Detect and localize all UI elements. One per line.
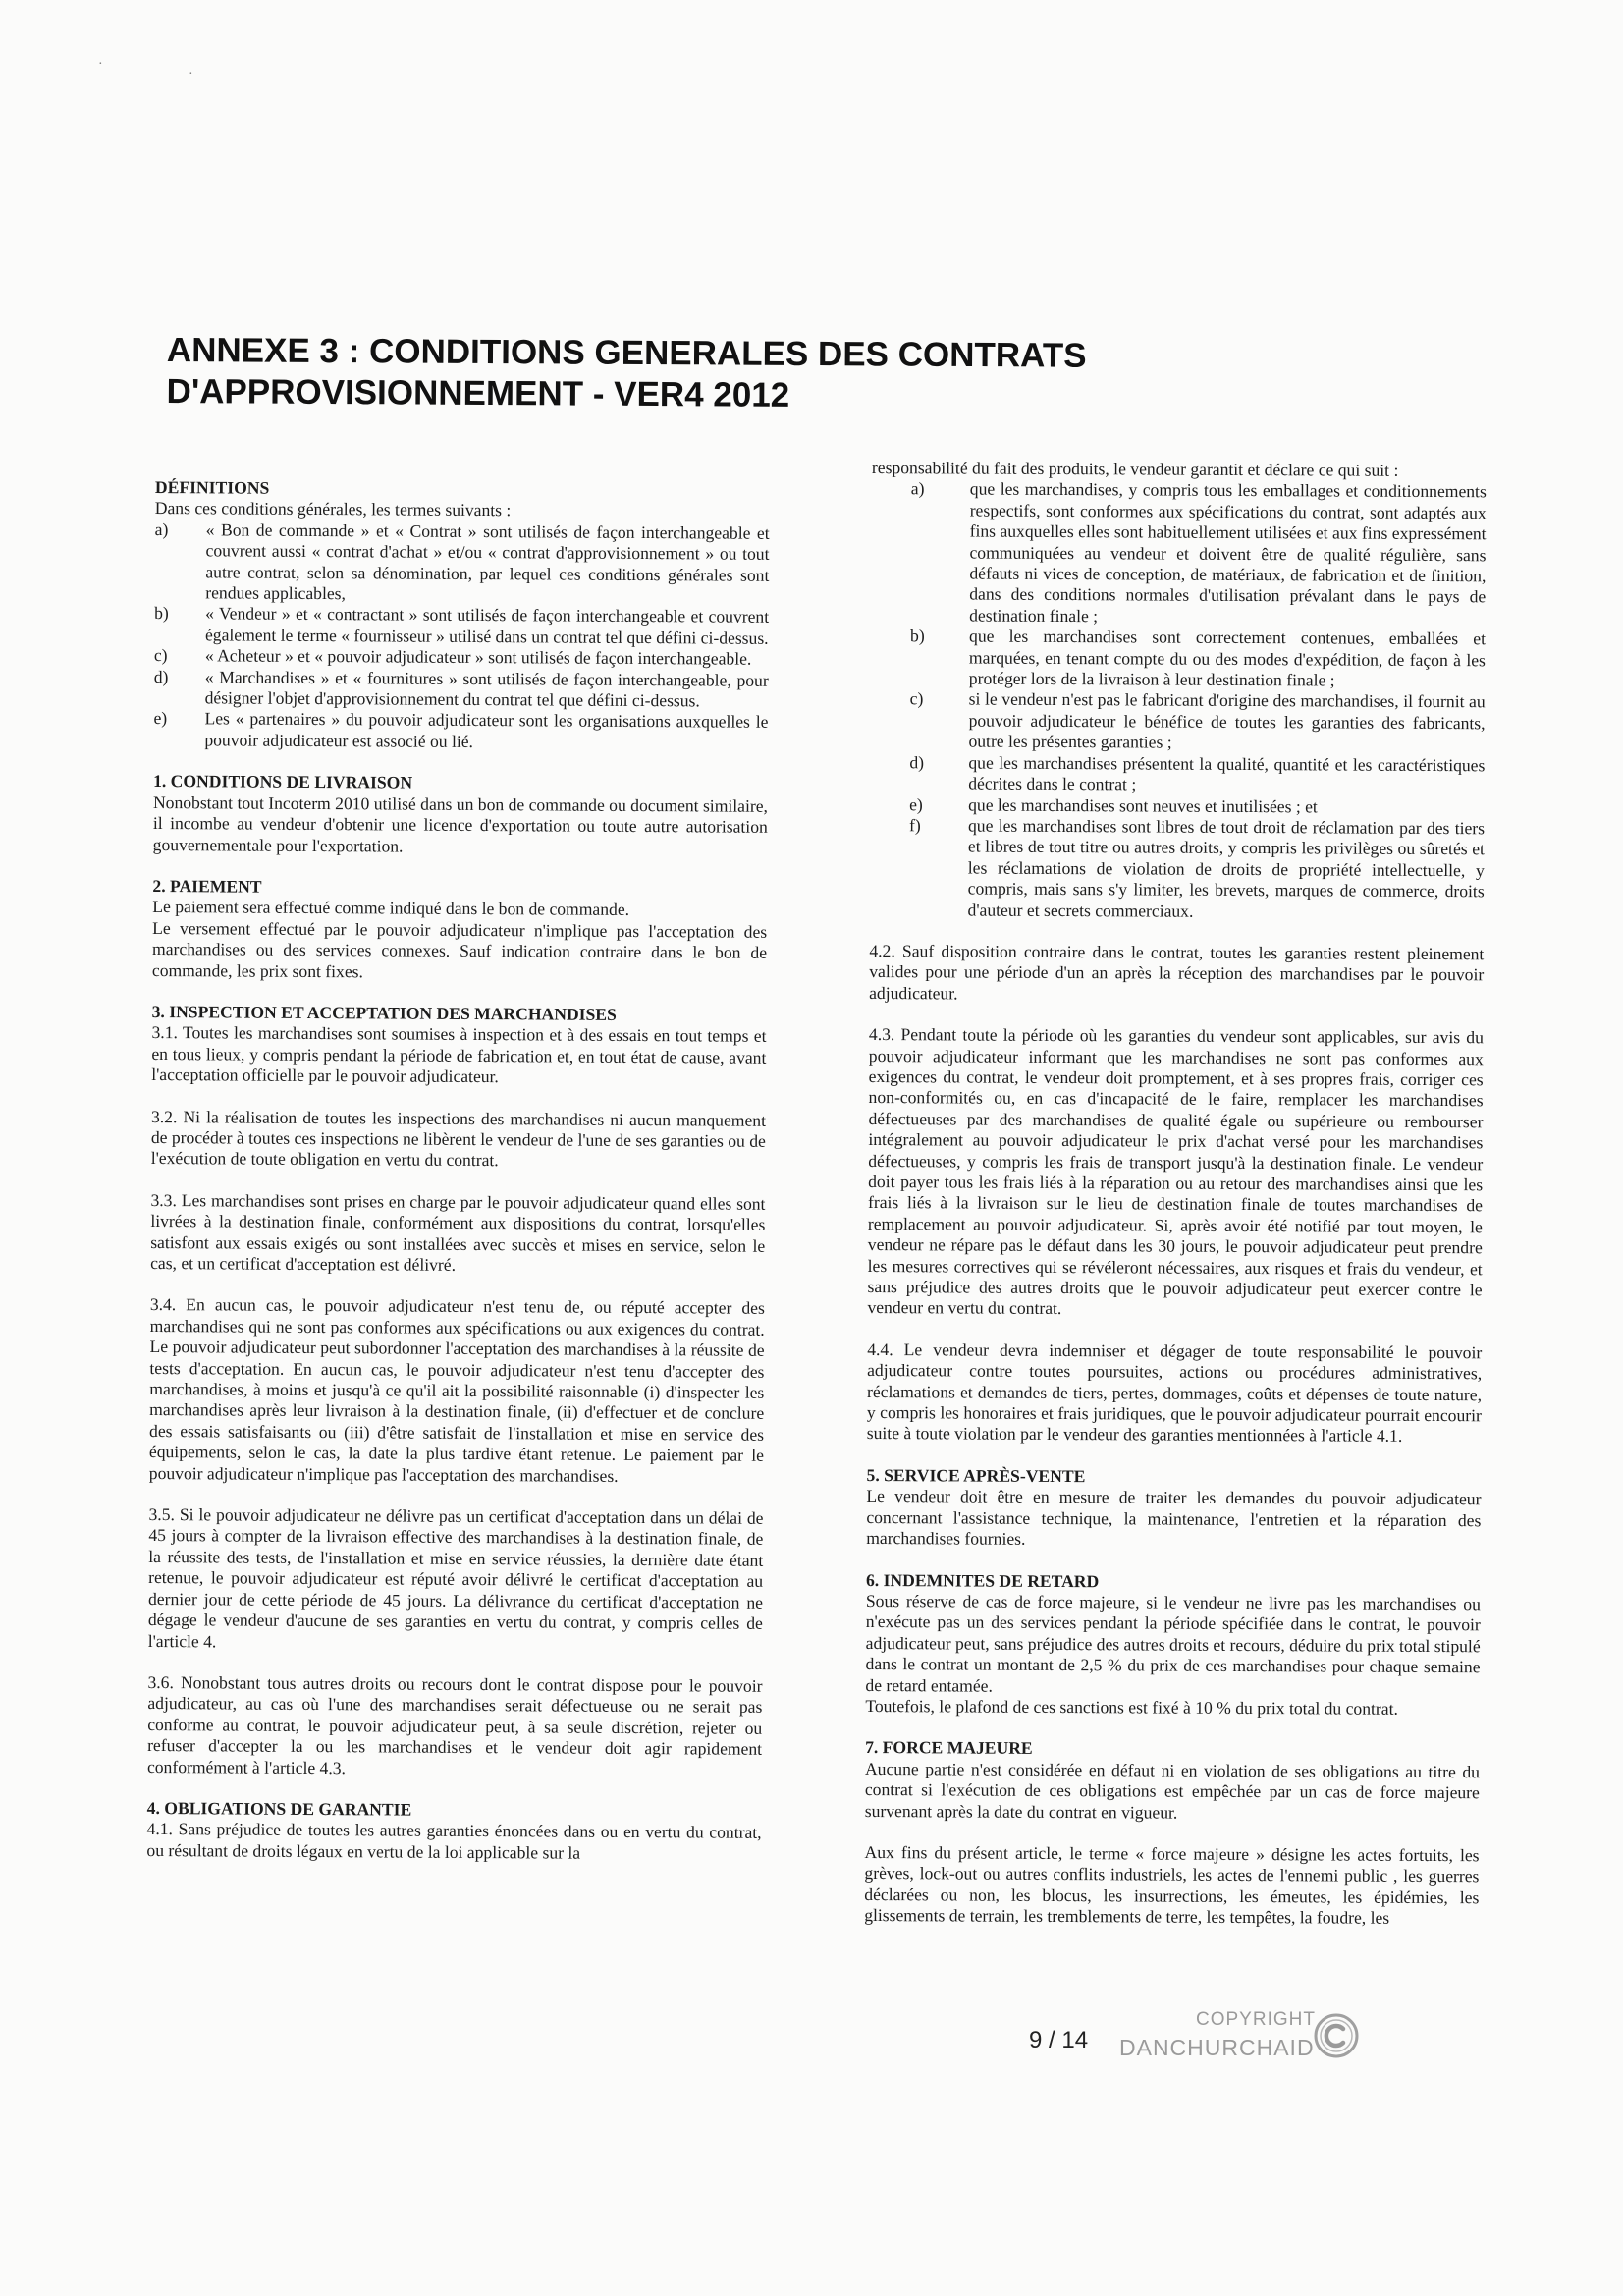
clause-4-4: 4.4. Le vendeur devra indemniser et dégager de toute responsabilité le pouvoir adjudicateur contre toutes poursuites, actions ou procédures administratives, réclamations et demandes de tiers, pertes, dommages, coûts et dépenses de toute nature, y compris les honoraires et frais juridiques, que le pouvoir adjudicateur pourrait encourir suite à toute violation par le vendeur des garanties mentionnées à l'article 4.1. — [866, 1339, 1483, 1447]
section-payment — [152, 876, 768, 985]
document-title — [166, 330, 1207, 418]
list-item — [870, 815, 1486, 923]
left-column — [146, 477, 770, 1865]
list-item — [153, 708, 768, 754]
list-item — [154, 667, 769, 713]
list-item-label: c) — [909, 688, 924, 709]
section-inspection — [147, 1002, 767, 1781]
copyright-text: COPYRIGHT — [1196, 2009, 1316, 2030]
list-item-label: a) — [910, 478, 925, 499]
section-delivery — [153, 771, 769, 858]
list-item — [871, 478, 1487, 629]
section-heading: 2. PAIEMENT — [152, 875, 262, 897]
section-text: Aux fins du présent article, le terme « force majeure » désigne les actes fortuits, les grèves, lock-out ou autres conflits industriels, les actes de l'ennemi public , les guerres déclarées ou non, les blocus, les insurrections, les émeutes, les épidémies, les glissements de terrain, les tremblements de terre, les tempêtes, la foudre, les — [864, 1841, 1480, 1928]
section-text: Nonobstant tout Incoterm 2010 utilisé dans un bon de commande ou document similaire, il incombe au vendeur d'obtenir une licence d'exportation ou toute autre autorisation gouvernementale pour l'exportation. — [152, 792, 769, 856]
clause-3-2: 3.2. Ni la réalisation de toutes les inspections des marchandises ni aucun manquement de procéder à toutes ces inspections ne libèrent le vendeur de l'une de ses garanties ou de l'exécution de toute obligation en vertu du contrat. — [150, 1106, 767, 1171]
section-text: Le paiement sera effectué comme indiqué dans le bon de commande. — [152, 897, 630, 920]
definitions-list — [153, 519, 769, 754]
list-item-text: que les marchandises, y compris tous les emballages et conditionnements respectifs, sont conformes aux spécifications du contrat, sont adaptés aux fins auxquelles elles sont habituellement utilisées et aux fins expressément communiquées au vendeur et doivent être de qualité régulière, sans défauts ni vices de conception, de matériaux, de fabrication et de finition, dans des conditions normales d'utilisation prévalant dans le pays de destination finale ; — [969, 478, 1487, 627]
clause-3-3: 3.3. Les marchandises sont prises en charge par le pouvoir adjudicateur quand elles sont livrées à la destination finale, conformément aux dispositions du contrat, lorsqu'elles satisfont aux essais exigés ou sont installées avec succès et mises en service, selon le cas, et un certificat d'acceptation est délivré. — [150, 1189, 766, 1275]
section-heading: DÉFINITIONS — [154, 477, 270, 498]
section-warranty — [146, 1798, 761, 1865]
list-item-text: si le vendeur n'est pas le fabricant d'origine des marchandises, il fournit au pouvoir adjudicateur le bénéfice de toutes les garanties des fabricants, outre les présentes garanties ; — [968, 688, 1486, 752]
warranty-list — [870, 478, 1487, 923]
section-heading: 6. INDEMNITES DE RETARD — [865, 1569, 1100, 1591]
list-item — [870, 688, 1485, 754]
section-after-sales — [866, 1465, 1481, 1553]
list-item-label: f) — [908, 815, 921, 836]
section-heading: 3. INSPECTION ET ACCEPTATION DES MARCHANDISES — [151, 1001, 617, 1024]
clause-4-1: 4.1. Sans préjudice de toutes les autres garanties énoncées dans ou en vertu du contrat, ou résultant de droits légaux en vertu de la loi applicable sur la — [146, 1819, 762, 1863]
list-item — [154, 519, 770, 607]
section-heading: 5. SERVICE APRÈS-VENTE — [866, 1464, 1086, 1487]
list-item-label: d) — [153, 666, 169, 686]
clause-3-5: 3.5. Si le pouvoir adjudicateur ne délivre pas un certificat d'acceptation dans un délai de 45 jours à compter de la livraison effective des marchandises à la destination finale, de la réussite des tests, de l'installation et mise en service réussies, la dernière date étant retenue, le pouvoir adjudicateur est réputé avoir délivré le certificat d'acceptation au dernier jour de cette période de 45 jours. La délivrance du certificat d'acceptation ne dégage le vendeur d'aucune de ses garanties en vertu du contrat, y compris celles de l'article 4. — [147, 1504, 764, 1651]
section-heading: 7. FORCE MAJEURE — [865, 1737, 1033, 1759]
list-item-text: que les marchandises présentent la qualité, quantité et les caractéristiques décrites dans le contrat ; — [968, 752, 1486, 794]
title-line-2: D'APPROVISIONNEMENT - VER4 2012 — [166, 371, 790, 414]
list-item — [154, 603, 769, 649]
list-item-label: b) — [154, 603, 169, 624]
section-force-majeure — [864, 1737, 1480, 1930]
list-item-text: que les marchandises sont correctement contenues, emballées et marquées, en tenant compte du ou des modes d'expédition, de façon à les protéger lors de la livraison à leur destination finale ; — [968, 626, 1487, 690]
section-text: Sous réserve de cas de force majeure, si le vendeur ne livre pas les marchandises ou n'exécute pas un des services pendant la période spécifiée dans le contrat, le pouvoir adjudicateur peut, sans préjudice des autres droits et recours, déduire du prix total stipulé dans le contrat un montant de 2,5 % du prix de ces marchandises pour chaque semaine de retard entamée. — [865, 1590, 1481, 1696]
page-number: 9 / 14 — [1029, 2027, 1089, 2053]
section-text: Le versement effectué par le pouvoir adjudicateur n'implique pas l'acceptation des marchandises ou des services connexes. Sauf indication contraire dans le bon de commande, les prix sont fixes. — [151, 917, 768, 981]
clause-4-2: 4.2. Sauf disposition contraire dans le contrat, toutes les garanties restent pleinement valides pour une période d'un an après la réception des marchandises par le pouvoir adjudicateur. — [869, 940, 1485, 1004]
section-heading: 1. CONDITIONS DE LIVRAISON — [153, 771, 413, 793]
list-item-text: « Vendeur » et « contractant » sont utilisés de façon interchangeable et couvrent également le terme « fournisseur » utilisé dans un contrat tel que défini ci-dessus. — [204, 603, 770, 648]
brand-text: DANCHURCHAID — [1119, 2035, 1315, 2060]
title-line-1: ANNEXE 3 : CONDITIONS GENERALES DES CONTRATS — [166, 330, 1087, 375]
section-text: Le vendeur doit être en mesure de traiter les demandes du pouvoir adjudicateur concernant l'assistance technique, la maintenance, l'entretien et la réparation des marchandises fournies. — [866, 1486, 1482, 1549]
list-item-label: c) — [153, 645, 168, 666]
section-warranty-continued — [870, 458, 1487, 923]
scan-mark: · — [98, 57, 103, 72]
clause-3-4: 3.4. En aucun cas, le pouvoir adjudicateur n'est tenu de, ou réputé accepter des marchandises qui ne sont pas conformes aux spécifications ou aux exigences du contrat. Le pouvoir adjudicateur peut subordonner l'acceptation des marchandises à la réussite de tests d'acceptation. En aucun cas, le pouvoir adjudicateur n'est tenu d'accepter des marchandises, à moins et jusqu'à ce qu'il ait la possibilité raisonnable (i) d'inspecter les marchandises après leur livraison à la destination finale, (ii) d'effectuer et de conclure des essais satisfaisants ou (iii) d'être satisfait de l'installation et mise en service des équipements, selon le cas, la date la plus tardive étant retenue. Le paiement par le pouvoir adjudicateur n'implique pas l'acceptation des marchandises. — [148, 1294, 765, 1486]
list-item-text: « Bon de commande » et « Contrat » sont utilisés de façon interchangeable et couvrent aussi « contrat d'achat » et/ou « contrat d'approvisionnement » ou tout autre contrat, selon sa dénomination, par lequel ces conditions générales sont rendues applicables, — [205, 519, 770, 604]
section-text: Aucune partie n'est considérée en défaut ni en violation de ses obligations au titre du contrat si l'exécution de ces obligations est empêchée par un cas de force majeure survenant après la date du contrat en vigueur. — [864, 1758, 1481, 1823]
scan-mark: · — [189, 67, 193, 82]
list-item-text: « Acheteur » et « pouvoir adjudicateur » sont utilisés de façon interchangeable. — [204, 645, 752, 669]
copyright-stamp — [1117, 2007, 1373, 2076]
list-item-text: « Marchandises » et « fournitures » sont utilisés de façon interchangeable, pour désigner l'objet d'approvisionnement du contrat tel que défini ci-dessus. — [204, 666, 769, 711]
list-item — [871, 626, 1486, 691]
right-column — [864, 458, 1487, 1930]
clause-3-6: 3.6. Nonobstant tous autres droits ou recours dont le contrat dispose pour le pouvoir adjudicateur, au cas où l'une des marchandises serait défectueuse ou ne serait pas conforme au contrat, le pouvoir adjudicateur peut, à sa seule discrétion, rejeter ou refuser d'accepter la ou les marchandises et le vendeur doit agir rapidement conformément à l'article 4.3. — [146, 1671, 763, 1777]
section-late-penalties — [865, 1569, 1481, 1720]
list-item-label: a) — [154, 519, 169, 539]
list-item-text: que les marchandises sont libres de tout droit de réclamation par des tiers et libres de tout titre ou autres droits, y compris les privilèges ou sûretés et les réclamations de violation de droits de propriété intellectuelle, y compris, mais sans s'y limiter, les brevets, marques de commerce, droits d'auteur et secrets commerciaux. — [967, 815, 1486, 921]
list-item-label: d) — [909, 751, 925, 772]
list-item — [870, 752, 1485, 797]
section-text: Dans ces conditions générales, les termes suivants : — [154, 498, 512, 520]
section-text: responsabilité du fait des produits, le vendeur garantit et déclare ce qui suit : — [871, 458, 1399, 480]
clause-3-1: 3.1. Toutes les marchandises sont soumises à inspection et à des essais en tout temps et en tous lieux, y compris pendant la période de fabrication et, en tout état de cause, avant l'acceptation officielle par le pouvoir adjudicateur. — [151, 1022, 767, 1087]
section-text: Toutefois, le plafond de ces sanctions est fixé à 10 % du prix total du contrat. — [865, 1695, 1398, 1719]
list-item-label: e) — [153, 708, 168, 729]
section-definitions — [153, 477, 770, 754]
copyright-icon — [1312, 2011, 1361, 2060]
list-item-text: Les « partenaires » du pouvoir adjudicateur sont les organisations auxquelles le pouvoir adjudicateur est associé ou lié. — [204, 708, 769, 751]
section-heading: 4. OBLIGATIONS DE GARANTIE — [146, 1797, 412, 1820]
list-item-label: b) — [909, 626, 925, 646]
list-item-label: e) — [909, 793, 923, 814]
list-item-text: que les marchandises sont neuves et inutilisées ; et — [968, 794, 1318, 816]
clause-4-3: 4.3. Pendant toute la période où les garanties du vendeur sont applicables, sur avis du pouvoir adjudicateur informant que les marchandises ne sont pas conformes aux exigences du contrat, le vendeur doit promptement, et à ses propres frais, corriger ces non-conformités ou, en cas d'incapacité de le faire, remplacer les marchandises défectueuses par des marchandises de qualité égale ou supérieure ou rembourser intégralement au pouvoir adjudicateur le prix d'achat versé pour les marchandises défectueuses, y compris les frais de transport jusqu'à la destination finale. Le vendeur doit payer tous les frais liés à la réparation ou au retour des marchandises ainsi que les frais liés à la livraison sur le lieu de destination finale de toutes marchandises de remplacement au pouvoir adjudicateur. Si, après avoir été notifié par tout moyen, le vendeur ne répare pas le défaut dans les 30 jours, le pouvoir adjudicateur peut prendre les mesures correctives qui se révéleront nécessaires, aux risques et frais du vendeur, et sans préjudice des autres droits que le pouvoir adjudicateur peut exercer contre le vendeur en vertu du contrat. — [867, 1024, 1484, 1319]
